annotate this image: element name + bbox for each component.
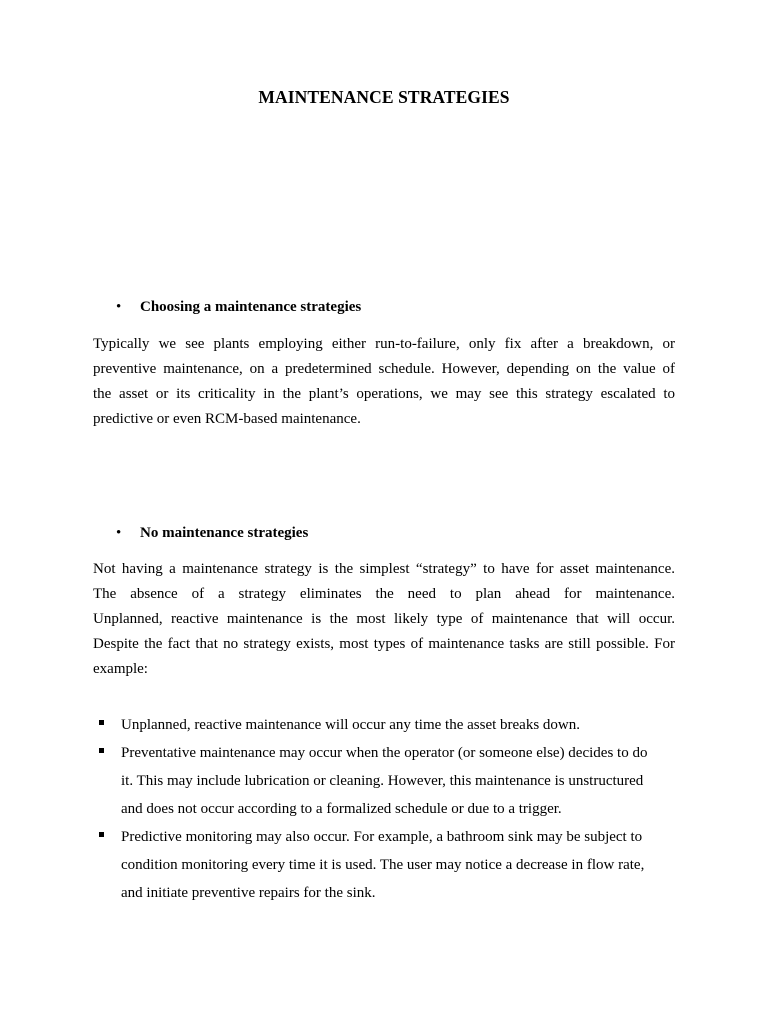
paragraph-line: preventive maintenance, on a predetermined schedule. However, depending on the value of	[93, 361, 675, 377]
paragraph-line: the asset or its criticality in the plant’s operations, we may see this strategy escalated to	[93, 386, 675, 402]
section-heading-text: No maintenance strategies	[140, 525, 309, 541]
section-heading-text: Choosing a maintenance strategies	[140, 299, 362, 315]
paragraph-line: Typically we see plants employing either run-to-failure, only fix after a breakdown, or	[93, 336, 675, 352]
list-item-line: and does not occur according to a formalized schedule or due to a trigger.	[121, 801, 562, 817]
list-item-line: Unplanned, reactive maintenance will occur any time the asset breaks down.	[121, 717, 580, 733]
bullet-dot-icon: •	[116, 299, 122, 315]
paragraph-choosing	[93, 332, 675, 432]
list-item-line: it. This may include lubrication or cleaning. However, this maintenance is unstructured	[121, 773, 644, 789]
square-bullet-icon	[99, 748, 104, 753]
square-bullet-icon	[99, 720, 104, 725]
bullet-dot-icon: •	[116, 525, 122, 541]
paragraph-line: Despite the fact that no strategy exists, most types of maintenance tasks are still possible. For	[93, 636, 675, 652]
page-title: MAINTENANCE STRATEGIES	[258, 87, 510, 107]
list-item-line: and initiate preventive repairs for the sink.	[121, 885, 376, 901]
paragraph-line: Not having a maintenance strategy is the simplest “strategy” to have for asset maintenance.	[93, 561, 675, 577]
paragraph-line: predictive or even RCM-based maintenance.	[93, 411, 361, 427]
list-item	[93, 711, 683, 739]
paragraph-line: The absence of a strategy eliminates the need to plan ahead for maintenance.	[93, 586, 675, 602]
list-item	[93, 823, 683, 907]
paragraph-no-maintenance	[93, 557, 675, 682]
example-bullet-list	[93, 711, 683, 907]
list-item	[93, 739, 683, 823]
list-item-line: Preventative maintenance may occur when the operator (or someone else) decides to do	[121, 745, 648, 761]
list-item-line: condition monitoring every time it is used. The user may notice a decrease in flow rate,	[121, 857, 645, 873]
paragraph-line: Unplanned, reactive maintenance is the most likely type of maintenance that will occur.	[93, 611, 675, 627]
list-item-line: Predictive monitoring may also occur. For example, a bathroom sink may be subject to	[121, 829, 643, 845]
paragraph-line: example:	[93, 661, 148, 677]
square-bullet-icon	[99, 832, 104, 837]
